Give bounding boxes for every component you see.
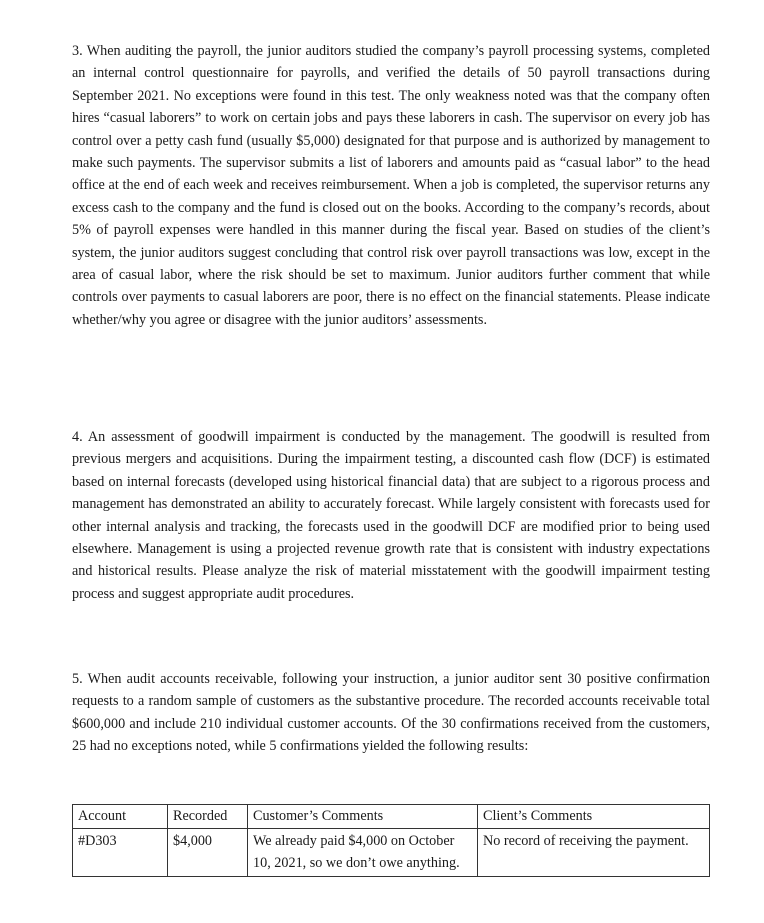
header-recorded: Recorded <box>168 805 248 829</box>
header-account: Account <box>73 805 168 829</box>
question-4-paragraph: 4. An assessment of goodwill impairment is conducted by the management. The goodwill is resulted from previous mergers and acquisitions. During the impairment testing, a discounted cash flow (DCF) is estimated based on internal forecasts (developed using historical financial data) that are subject to a rigorous process and management has demonstrated an ability to accurately forecast. While largely consistent with forecasts used for other internal analysis and tracking, the forecasts used in the goodwill DCF are modified prior to being used elsewhere. Management is using a projected revenue growth rate that is consistent with industry expectations and historical results. Please analyze the risk of material misstatement with the goodwill impairment testing process and suggest appropriate audit procedures. <box>72 429 710 602</box>
confirmation-results-table <box>72 804 710 877</box>
cell-account: #D303 <box>73 829 168 877</box>
question-5-paragraph: 5. When audit accounts receivable, following your instruction, a junior auditor sent 30 positive confirmation requests to a random sample of customers as the substantive procedure. The recorded accounts receivable total $600,000 and include 210 individual customer accounts. Of the 30 confirmations received from the customers, 25 had no exceptions noted, while 5 confirmations yielded the following results: <box>72 671 710 755</box>
cell-client-comment: No record of receiving the payment. <box>478 829 710 877</box>
header-client-comments: Client’s Comments <box>478 805 710 829</box>
table-header-row <box>73 805 710 829</box>
header-customer-comments: Customer’s Comments <box>248 805 478 829</box>
table-row <box>73 829 710 877</box>
question-3-paragraph: 3. When auditing the payroll, the junior auditors studied the company’s payroll processing systems, completed an internal control questionnaire for payrolls, and verified the details of 50 payroll transactions during September 2021. No exceptions were found in this test. The only weakness noted was that the company often hires “casual laborers” to work on certain jobs and pays these laborers in cash. The supervisor on every job has control over a petty cash fund (usually $5,000) designated for that purpose and is authorized by management to make such payments. The supervisor submits a list of laborers and amounts paid as “casual labor” to the head office at the end of each week and receives reimbursement. When a job is completed, the supervisor returns any excess cash to the company and the fund is closed out on the books. According to the company’s records, about 5% of payroll expenses were handled in this manner during the fiscal year. Based on studies of the client’s system, the junior auditors suggest concluding that control risk over payroll transactions was low, except in the area of casual labor, where the risk should be set to maximum. Junior auditors further comment that while controls over payments to casual laborers are poor, there is no effect on the financial statements. Please indicate whether/why you agree or disagree with the junior auditors’ assessments. <box>72 43 710 328</box>
cell-recorded: $4,000 <box>168 829 248 877</box>
cell-customer-comment: We already paid $4,000 on October 10, 2021, so we don’t owe anything. <box>248 829 478 877</box>
